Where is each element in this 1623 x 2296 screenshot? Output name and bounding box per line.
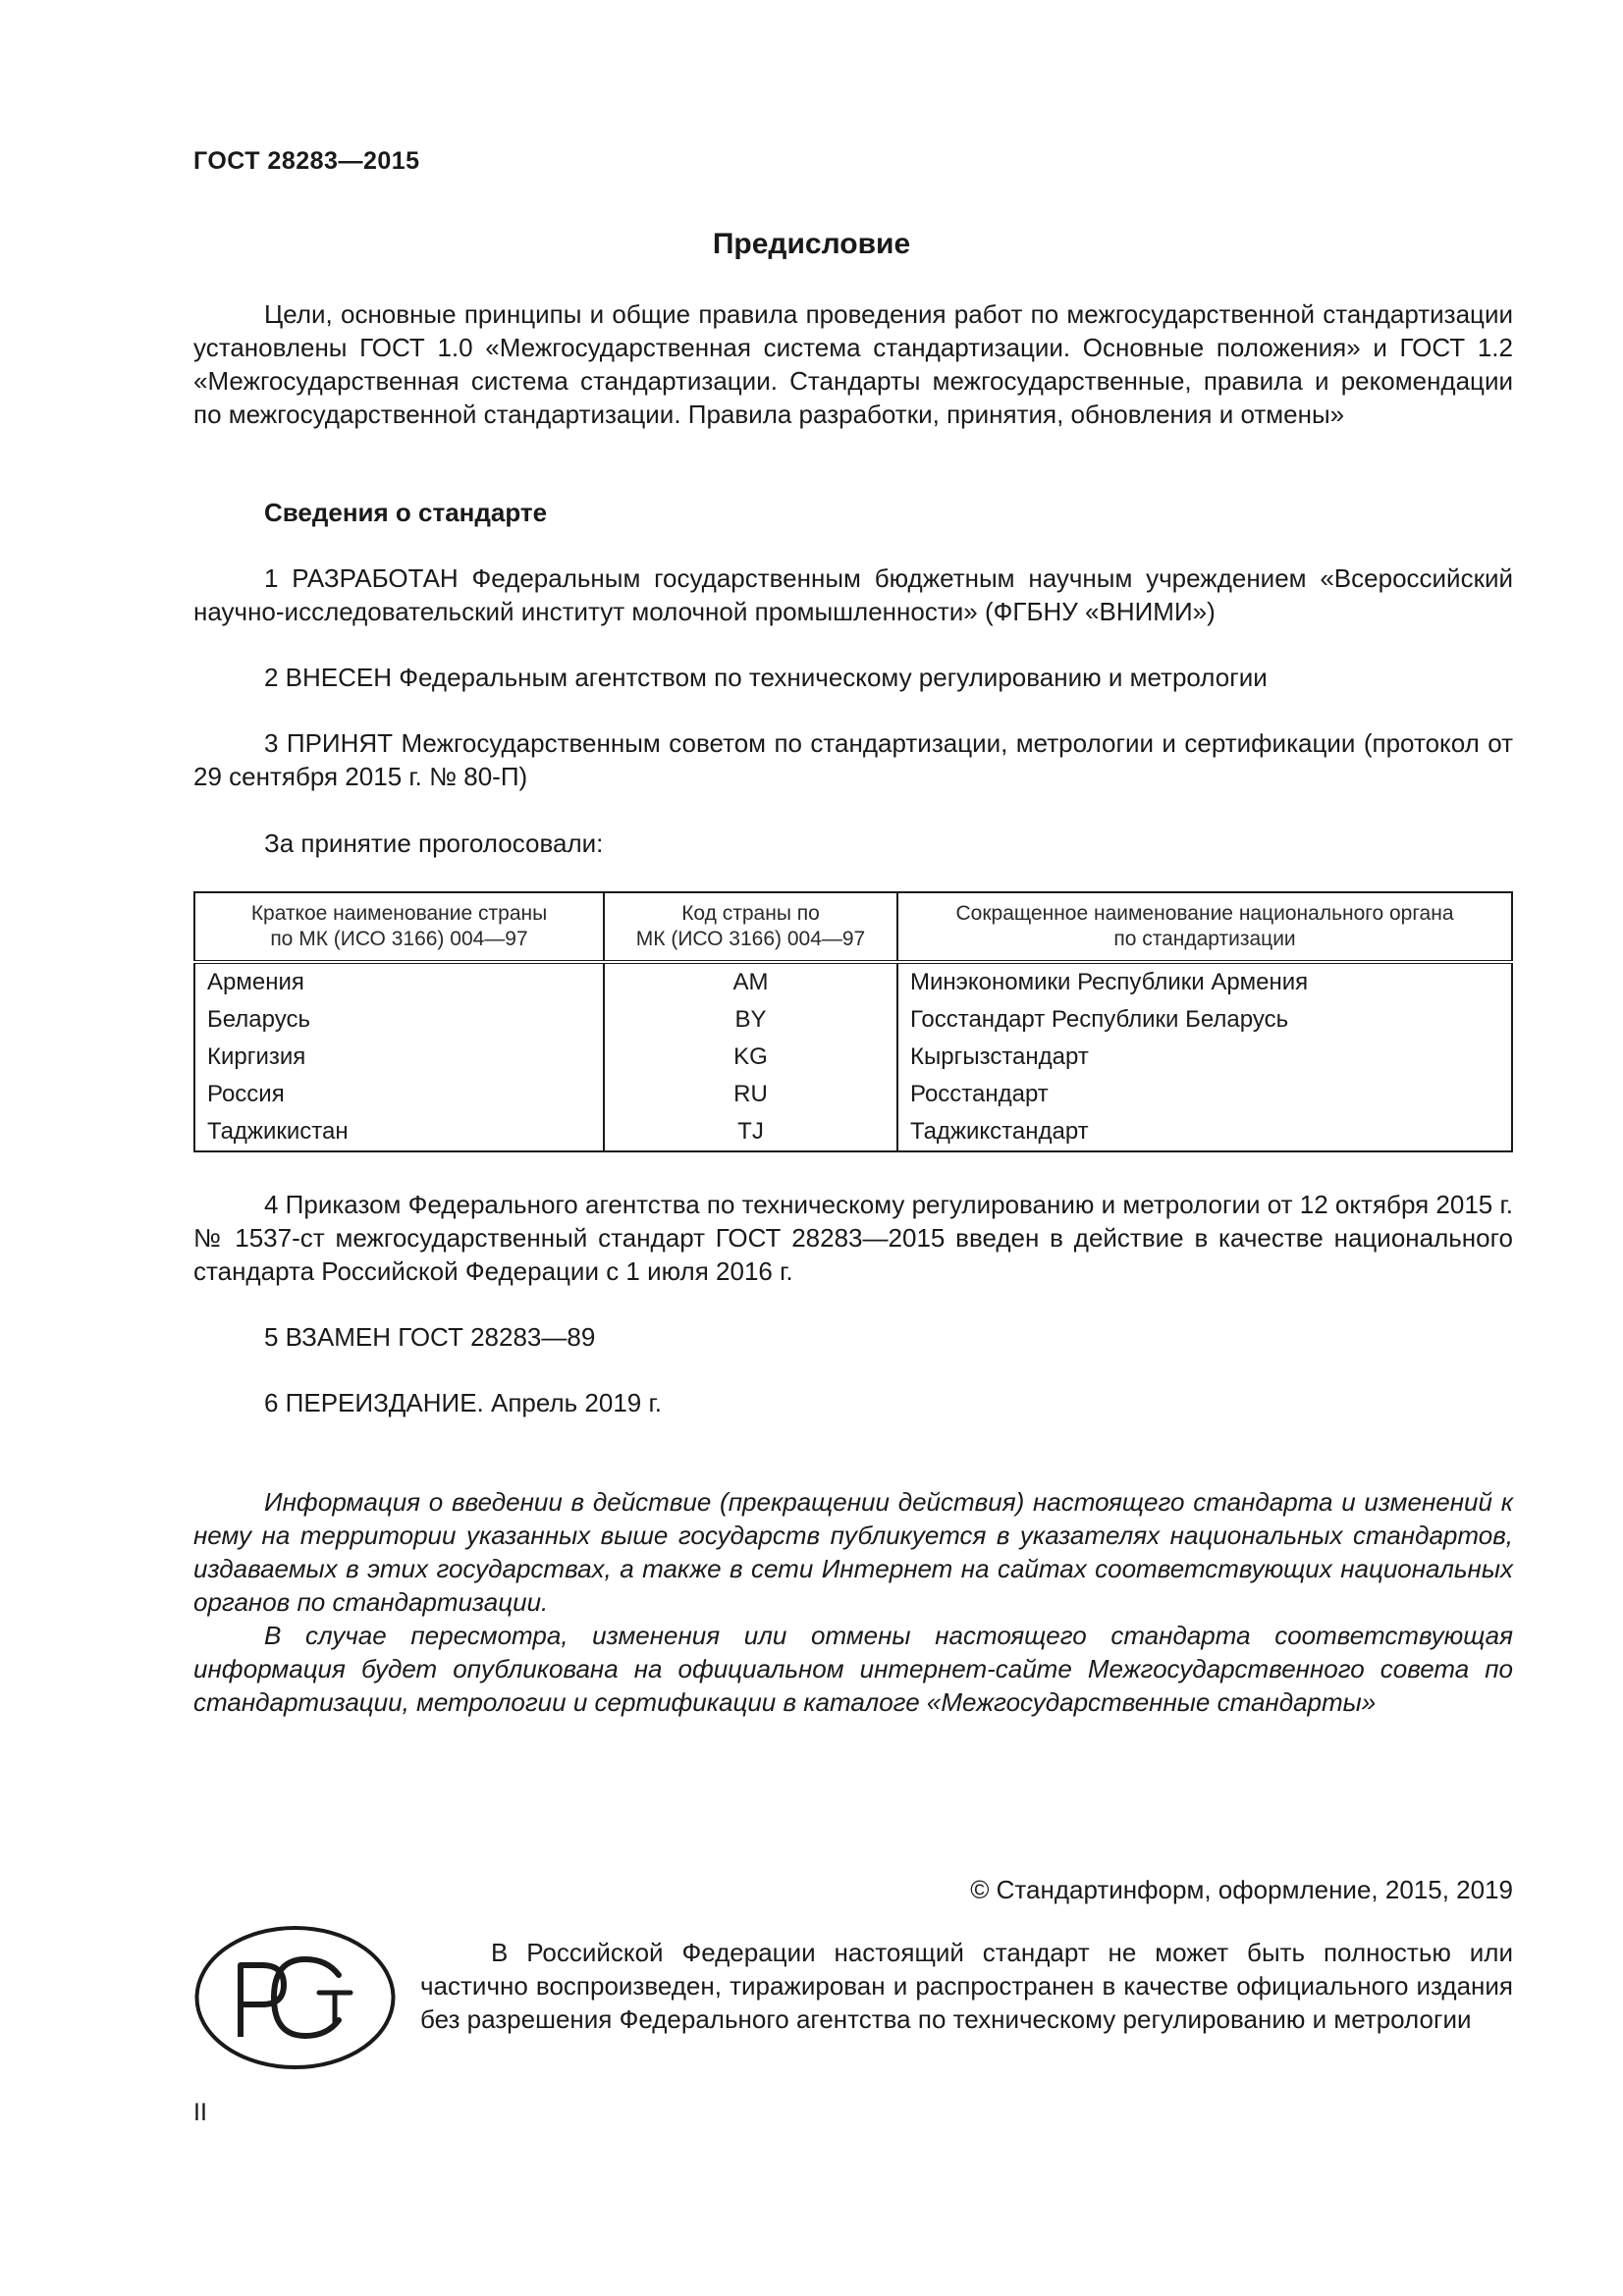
item-developed: 1 РАЗРАБОТАН Федеральным государственным бюджетным научным учреждением «Всероссийский научно-исследовательский институт молочной промышленности» (ФГБНУ «ВНИМИ») — [193, 563, 1513, 626]
national-body-cell: Минэкономики Республики Армения — [897, 962, 1512, 1001]
country-name-cell: Россия — [194, 1076, 604, 1113]
national-body-cell: Росстандарт — [897, 1076, 1512, 1113]
table-header-row — [194, 892, 1512, 962]
country-code-cell: BY — [604, 1001, 897, 1039]
country-name-cell: Беларусь — [194, 1001, 604, 1039]
national-body-cell: Таджикстандарт — [897, 1113, 1512, 1151]
table-row — [194, 1113, 1512, 1151]
header-line: Краткое наименование страны — [250, 902, 548, 925]
item-reissue: 6 ПЕРЕИЗДАНИЕ. Апрель 2019 г. — [264, 1388, 663, 1417]
header-country-code — [604, 892, 897, 962]
table-row — [194, 1039, 1512, 1076]
table-row — [194, 1001, 1512, 1039]
section-heading: Сведения о стандарте — [264, 498, 548, 527]
rst-logo-icon — [193, 1924, 397, 2071]
item-submitted: 2 ВНЕСЕН Федеральным агентством по техническому регулированию и метрологии — [264, 663, 1268, 692]
reproduction-notice: В Российской Федерации настоящий стандарт не может быть полностью или частично воспроизведен, тиражирован и распространен в качестве официального издания без разрешения Федерального агентства по техническому регулированию и метрологии — [420, 1938, 1513, 2034]
voting-countries-table — [193, 891, 1513, 1152]
header-line: по МК (ИСО 3166) 004—97 — [270, 928, 528, 950]
header-line: Сокращенное наименование национального органа — [955, 902, 1454, 925]
header-country-name — [194, 892, 604, 962]
table-row — [194, 1076, 1512, 1113]
item-adopted: 3 ПРИНЯТ Межгосударственным советом по стандартизации, метрологии и сертификации (протокол от 29 сентября 2015 г. № 80-П) — [193, 728, 1513, 791]
rst-logo-graphic — [193, 1924, 397, 2071]
page-number: II — [193, 2099, 207, 2126]
country-name-cell: Киргизия — [194, 1039, 604, 1076]
header-line: Код страны по — [681, 902, 820, 925]
header-line: МК (ИСО 3166) 004—97 — [635, 928, 866, 950]
page-title: Предисловие — [712, 228, 911, 260]
national-body-cell: Госстандарт Республики Беларусь — [897, 1001, 1512, 1039]
item-replaces: 5 ВЗАМЕН ГОСТ 28283—89 — [264, 1322, 596, 1352]
item-enacted: 4 Приказом Федерального агентства по техническому регулированию и метрологии от 12 октября 2015 г. № 1537-ст межгосударственный стандарт ГОСТ 28283—2015 введен в действие в качестве национального стандарта Российской Федерации с 1 июля 2016 г. — [193, 1190, 1514, 1286]
intro-paragraph: Цели, основные принципы и общие правила проведения работ по межгосударственной стандартизации установлены ГОСТ 1.0 «Межгосударственная система стандартизации. Основные положения» и ГОСТ 1.2 «Межгосударственная система стандартизации. Стандарты межгосударственные, правила и рекомендации по межгосударственной стандартизации. Правила разработки, принятия, обновления и отмены» — [193, 299, 1513, 429]
country-code-cell: AM — [604, 962, 897, 1001]
country-name-cell: Армения — [194, 962, 604, 1001]
header-line: по стандартизации — [1113, 928, 1296, 950]
country-name-cell: Таджикистан — [194, 1113, 604, 1151]
country-code-cell: RU — [604, 1076, 897, 1113]
voted-label: За принятие проголосовали: — [264, 828, 604, 858]
country-code-cell: KG — [604, 1039, 897, 1076]
copyright-line: © Стандартинформ, оформление, 2015, 2019 — [970, 1875, 1513, 1904]
national-body-cell: Кыргызстандарт — [897, 1039, 1512, 1076]
info-note-enactment: Информация о введении в действие (прекращении действия) настоящего стандарта и изменений к нему на территории указанных выше государств публикуется в указателях национальных стандартов, издаваемых в этих государствах, а также в сети Интернет на сайтах соответствующих национальных органов по стандартизации. — [193, 1487, 1513, 1617]
country-code-cell: TJ — [604, 1113, 897, 1151]
info-note-revision: В случае пересмотра, изменения или отмены настоящего стандарта соответствующая информация будет опубликована на официальном интернет-сайте Межгосударственного совета по стандартизации, метрологии и сертификации в каталоге «Межгосударственные стандарты» — [193, 1621, 1513, 1717]
header-national-body — [897, 892, 1512, 962]
table-row — [194, 962, 1512, 1001]
document-code: ГОСТ 28283—2015 — [193, 147, 420, 175]
